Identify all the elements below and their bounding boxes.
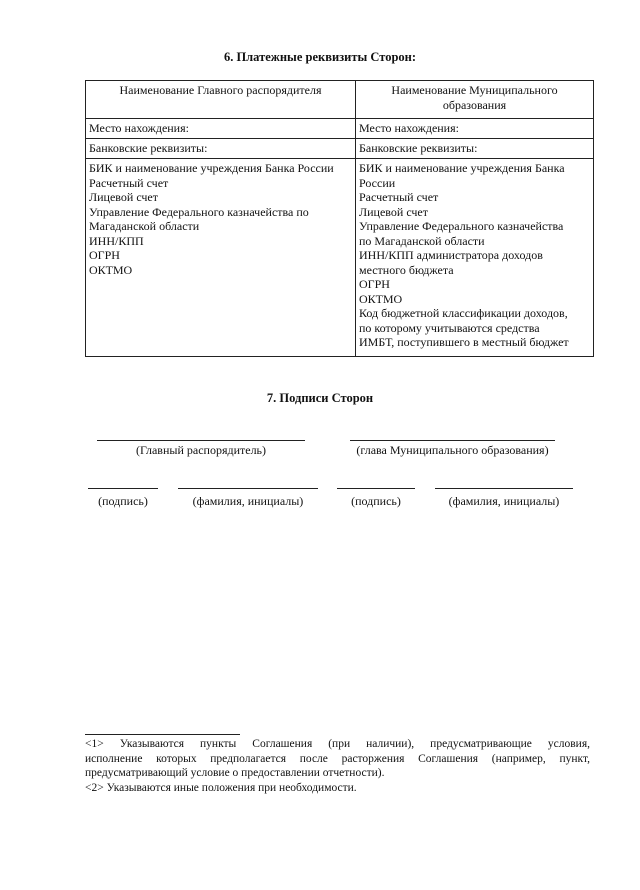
list-item: ОГРН [359, 277, 390, 291]
list-item: ИНН/КПП [89, 233, 144, 248]
section-6-title: 6. Платежные реквизиты Сторон: [223, 50, 417, 64]
list-item: ИМБТ, поступившего в местный бюджет [359, 335, 569, 349]
list-item: Код бюджетной классификации доходов, [359, 306, 568, 320]
list-item: БИК и наименование учреждения Банка [359, 161, 565, 175]
left-party-line [97, 440, 305, 441]
list-item: Лицевой счет [89, 190, 159, 204]
left-name-line [178, 488, 318, 489]
header-chief-administrator: Наименование Главного распорядителя [86, 81, 356, 119]
right-bank: Банковские реквизиты: [356, 139, 594, 159]
list-item: БИК и наименование учреждения Банка России [89, 161, 334, 175]
right-signature-label: (подпись) [351, 494, 401, 508]
table-row-details [86, 159, 594, 357]
footnote-separator [85, 734, 240, 735]
list-item: ИНН/КПП администратора доходов [359, 248, 543, 262]
footnote-2: <2> Указываются иные положения при необходимости. [85, 781, 357, 794]
right-party-label: (глава Муниципального образования) [356, 443, 549, 457]
list-item: ОКТМО [359, 291, 403, 306]
right-name-line [435, 488, 573, 489]
list-item: России [359, 175, 396, 190]
list-item: Лицевой счет [359, 204, 429, 219]
list-item: Управление Федерального казначейства [359, 219, 564, 233]
list-item: ОКТМО [89, 262, 133, 277]
left-signature-line [88, 488, 158, 489]
table-row-bank [86, 139, 594, 159]
right-location: Место нахождения: [356, 119, 594, 139]
footnote-1: <1> Указываются пункты Соглашения (при наличии), предусматривающие условия, исполнение которых предполагается после расторжения Соглашения (например, пункт, предусматривающий условие о предоставлении отчетности). [85, 738, 590, 779]
left-details [86, 159, 356, 357]
list-item: Управление Федерального казначейства по [89, 204, 309, 219]
right-name-label: (фамилия, инициалы) [448, 494, 560, 508]
left-party-label: (Главный распорядитель) [135, 443, 267, 457]
table-header-row [86, 81, 594, 119]
list-item: Расчетный счет [89, 175, 169, 190]
payment-details-table [85, 80, 594, 357]
list-item: местного бюджета [359, 262, 454, 277]
list-item: Магаданской области [89, 219, 200, 233]
right-details [356, 159, 594, 357]
footnotes [85, 737, 590, 795]
list-item: Расчетный счет [359, 190, 439, 204]
left-location: Место нахождения: [86, 119, 356, 139]
section-7-title: 7. Подписи Сторон [266, 391, 374, 405]
right-party-line [350, 440, 555, 441]
left-signature-label: (подпись) [98, 494, 148, 508]
header-municipality: Наименование Муниципального образования [356, 81, 594, 119]
left-name-label: (фамилия, инициалы) [192, 494, 304, 508]
list-item: по которому учитываются средства [359, 320, 540, 335]
right-signature-line [337, 488, 415, 489]
table-row-location [86, 119, 594, 139]
list-item: ОГРН [89, 248, 120, 262]
left-bank: Банковские реквизиты: [86, 139, 356, 159]
list-item: по Магаданской области [359, 233, 485, 248]
